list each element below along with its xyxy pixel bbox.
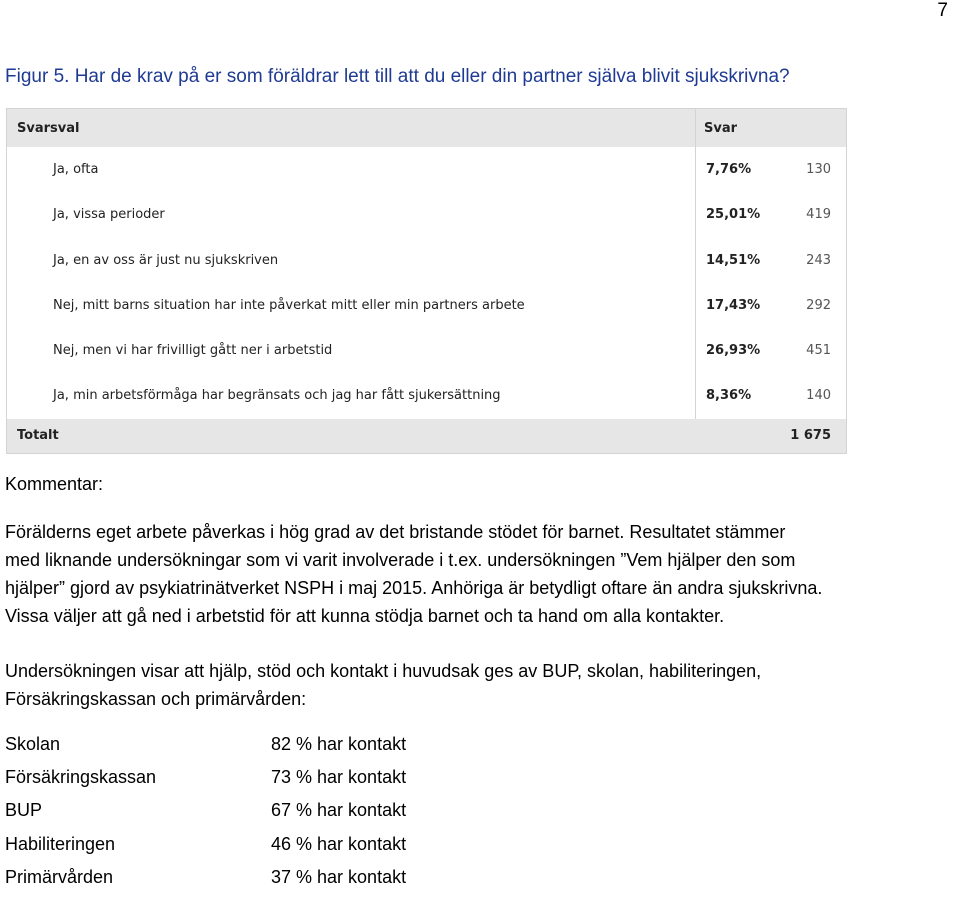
contact-name: Habiliteringen: [5, 833, 116, 854]
contact-value: 82 % har kontakt: [271, 734, 407, 754]
contact-name: BUP: [5, 800, 43, 821]
contact-list: [5, 734, 505, 900]
list-item: [5, 734, 505, 767]
table-row: [7, 204, 846, 228]
list-item: [5, 867, 505, 900]
list-item: [5, 834, 505, 867]
comment-paragraph: [5, 518, 955, 630]
intro-paragraph: [5, 657, 955, 713]
row-label: Ja, en av oss är just nu sjukskriven: [53, 253, 279, 268]
header-answer-option: Svarsval: [17, 121, 80, 136]
row-percent: 17,43%: [706, 298, 761, 313]
table-row: [7, 295, 846, 319]
list-item: [5, 767, 505, 800]
comment-line: Förälderns eget arbete påverkas i hög grad av det bristande stödet för barnet. Resultatet stämmer: [5, 522, 786, 542]
header-answer: Svar: [704, 121, 738, 136]
row-percent: 26,93%: [706, 343, 761, 358]
contact-name: Försäkringskassan: [5, 767, 157, 788]
row-count: 243: [806, 253, 831, 268]
table-row: [7, 159, 846, 183]
contact-value: 67 % har kontakt: [271, 800, 407, 821]
row-label: Ja, ofta: [53, 162, 99, 177]
table-row: [7, 385, 846, 409]
contact-value: 73 % har kontakt: [271, 767, 407, 788]
total-label: Totalt: [17, 428, 59, 443]
row-label: Nej, mitt barns situation har inte påverkat mitt eller min partners arbete: [53, 298, 525, 313]
table-header-row: [7, 109, 846, 147]
survey-results-table: [6, 108, 847, 454]
comment-line: med liknande undersökningar som vi varit involverade i t.ex. undersökningen ”Vem hjälper den som: [5, 550, 796, 570]
row-label: Nej, men vi har frivilligt gått ner i arbetstid: [53, 343, 333, 358]
comment-heading: Kommentar:: [5, 474, 104, 494]
table-total-row: [7, 419, 846, 453]
table-row: [7, 250, 846, 274]
intro-line: Undersökningen visar att hjälp, stöd och kontakt i huvudsak ges av BUP, skolan, habiliteringen,: [5, 661, 762, 681]
contact-name: Primärvården: [5, 866, 114, 887]
figure-title: Figur 5. Har de krav på er som föräldrar lett till att du eller din partner själva blivit sjukskrivna?: [5, 66, 790, 87]
total-value: 1 675: [790, 428, 831, 443]
row-percent: 8,36%: [706, 388, 752, 403]
comment-line: Vissa väljer att gå ned i arbetstid för att kunna stödja barnet och ta hand om alla kontakter.: [5, 606, 725, 626]
row-count: 292: [806, 298, 831, 313]
row-label: Ja, min arbetsförmåga har begränsats och jag har fått sjukersättning: [53, 388, 501, 403]
row-count: 140: [806, 388, 831, 403]
row-count: 419: [806, 207, 831, 222]
intro-line: Försäkringskassan och primärvården:: [5, 689, 307, 709]
page-number: 7: [937, 0, 948, 21]
row-label: Ja, vissa perioder: [53, 207, 165, 222]
contact-name: Skolan: [5, 734, 61, 754]
table-row: [7, 340, 846, 364]
row-percent: 25,01%: [706, 207, 761, 222]
row-count: 451: [806, 343, 831, 358]
contact-value: 46 % har kontakt: [271, 833, 407, 854]
comment-line: hjälper” gjord av psykiatrinätverket NSPH i maj 2015. Anhöriga är betydligt oftare än andra sjukskrivna.: [5, 578, 823, 598]
row-percent: 7,76%: [706, 162, 752, 177]
list-item: [5, 800, 505, 833]
row-count: 130: [806, 162, 831, 177]
contact-value: 37 % har kontakt: [271, 866, 407, 887]
row-percent: 14,51%: [706, 253, 761, 268]
